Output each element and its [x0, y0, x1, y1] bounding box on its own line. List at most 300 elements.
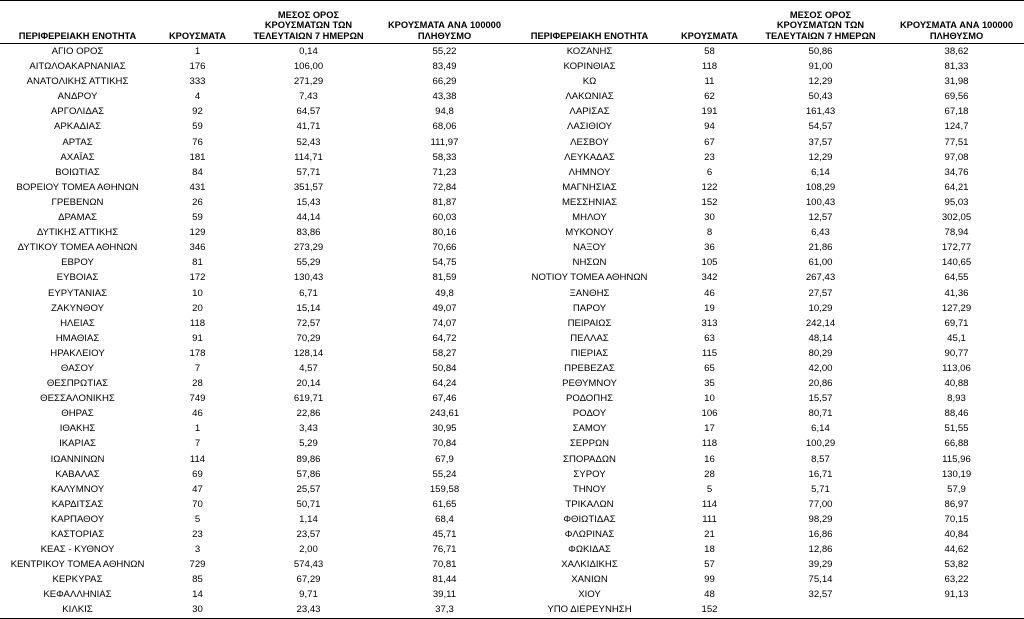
cell-per100k-left: 50,84	[432, 362, 457, 374]
cell-region-right: ΥΠΟ ΔΙΕΡΕΥΝΗΣΗ	[512, 602, 667, 618]
cell-per100k-left: 68,06	[432, 121, 457, 133]
cell-region-right: ΜΑΓΝΗΣΙΑΣ	[562, 181, 617, 193]
cell-region-left: ΑΡΚΑΔΙΑΣ	[54, 121, 101, 133]
header-avg7-left-line2: ΚΡΟΥΣΜΑΤΩΝ ΤΩΝ	[264, 20, 353, 31]
cell-avg7-right: 12,57	[808, 212, 833, 224]
cell-avg7-left: 5,29	[299, 438, 318, 450]
cell-cases-left: 172	[189, 272, 206, 284]
cell-cases-right: 10	[704, 393, 715, 405]
cell-cases-right: 106	[701, 408, 718, 420]
cell-region-left: ΚΕΝΤΡΙΚΟΥ ΤΟΜΕΑ ΑΘΗΝΩΝ	[10, 559, 145, 571]
cell-avg7-right: 6,14	[811, 423, 830, 435]
cell-avg7-right: 48,14	[808, 332, 833, 344]
cell-cases-right: 36	[704, 242, 715, 254]
cell-cases-left: 91	[192, 332, 203, 344]
cell-avg7-right: 32,57	[808, 589, 833, 601]
cell-region-left: ΒΟΙΩΤΙΑΣ	[55, 166, 100, 178]
cell-per100k-right: 40,84	[944, 529, 969, 540]
cell-per100k-left: 58,33	[432, 151, 457, 163]
cell-per100k-right: 302,05	[941, 212, 972, 224]
cell-per100k-right: 66,88	[944, 438, 969, 450]
header-per100k-left: ΚΡΟΥΣΜΑΤΑ ΑΝΑ 100000 ΠΛΗΘΥΣΜΟ	[377, 1, 512, 44]
cell-avg7-right: 39,29	[808, 559, 833, 571]
cell-per100k-right: 90,77	[944, 347, 969, 359]
cell-region-right: ΠΕΛΛΑΣ	[570, 332, 609, 344]
cell-cases-right: 62	[704, 91, 715, 103]
cell-region-left: ΖΑΚΥΝΘΟΥ	[51, 302, 104, 314]
cell-per100k-left: 159,58	[429, 483, 460, 495]
cell-region-right: ΠΕΙΡΑΙΩΣ	[567, 317, 612, 329]
cell-region-left: ΕΥΡΥΤΑΝΙΑΣ	[47, 287, 108, 299]
cell-avg7-left: 2,00	[299, 544, 318, 556]
cell-per100k-right: 64,21	[944, 181, 969, 193]
cell-per100k-right: 34,76	[944, 166, 969, 178]
cell-per100k-right: 115,96	[942, 453, 971, 465]
header-avg7-left	[240, 1, 377, 44]
cell-region-left: ΘΕΣΣΑΛΟΝΙΚΗΣ	[40, 393, 115, 405]
cell-avg7-left: 22,86	[296, 408, 321, 420]
cell-per100k-right: 40,88	[944, 378, 969, 390]
table-row	[0, 44, 1024, 60]
header-per100k-right: ΚΡΟΥΣΜΑΤΑ ΑΝΑ 100000 ΠΛΗΘΥΣΜΟ	[889, 1, 1024, 44]
cell-cases-right: 122	[701, 181, 718, 193]
cell-region-right: ΛΑΣΙΘΙΟΥ	[566, 121, 613, 133]
cell-avg7-left: 273,29	[293, 242, 324, 254]
cell-per100k-left: 45,71	[432, 529, 457, 540]
cell-cases-left: 178	[189, 347, 206, 359]
cell-per100k-left: 111,97	[430, 136, 459, 148]
table-row	[0, 406, 1024, 421]
cell-cases-right: 63	[704, 332, 715, 344]
table-row	[0, 482, 1024, 497]
cell-region-left: ΚΑΡΔΙΤΣΑΣ	[51, 498, 104, 510]
cell-region-right: ΜΗΛΟΥ	[572, 212, 607, 224]
cell-region-left: ΚΑΛΥΜΝΟΥ	[50, 483, 105, 495]
cell-region-right: ΣΠΟΡΑΔΩΝ	[563, 453, 616, 465]
cell-region-left: ΚΑΒΑΛΑΣ	[55, 468, 100, 480]
header-region-right: ΠΕΡΙΦΕΡΕΙΑΚΗ ΕΝΟΤΗΤΑ	[512, 1, 667, 44]
cell-avg7-left: 3,43	[299, 423, 318, 435]
cell-cases-right: 48	[704, 589, 715, 601]
cell-per100k-left: 30,95	[432, 423, 457, 435]
cell-region-left: ΚΑΡΠΑΘΟΥ	[50, 513, 105, 525]
cell-region-right: ΦΩΚΙΔΑΣ	[568, 544, 611, 556]
cell-region-right: ΣΕΡΡΩΝ	[569, 438, 610, 450]
table-row	[0, 74, 1024, 89]
cell-per100k-left: 81,59	[432, 272, 457, 284]
cell-region-right: ΜΕΣΣΗΝΙΑΣ	[561, 196, 618, 208]
cell-region-right: ΧΑΝΙΩΝ	[571, 574, 608, 586]
cell-region-left: ΔΡΑΜΑΣ	[58, 212, 97, 224]
cell-region-right: ΛΗΜΝΟΥ	[568, 166, 611, 178]
cell-cases-right: 342	[701, 272, 718, 284]
table-row	[0, 587, 1024, 602]
cell-per100k-left: 49,8	[435, 287, 454, 299]
cell-cases-left: 729	[189, 559, 206, 571]
cell-cases-right: 58	[704, 46, 715, 57]
cell-avg7-left: 70,29	[296, 332, 321, 344]
cell-cases-left: 1	[194, 423, 201, 435]
cell-avg7-right: 50,86	[808, 46, 833, 57]
cell-avg7-right: 12,86	[808, 544, 833, 556]
cell-per100k-right: 31,98	[944, 76, 969, 88]
cell-avg7-right: 50,43	[808, 91, 833, 103]
cell-cases-left: 7	[194, 362, 201, 374]
cell-avg7-right: 108,29	[805, 181, 836, 193]
cell-region-left: ΑΝΑΤΟΛΙΚΗΣ ΑΤΤΙΚΗΣ	[26, 76, 129, 88]
table-row	[0, 180, 1024, 195]
cell-avg7-left: 0,14	[299, 46, 318, 57]
cell-region-left: ΚΕΡΚΥΡΑΣ	[52, 574, 103, 586]
cell-region-left: ΑΡΤΑΣ	[62, 136, 93, 148]
cell-avg7-left: 72,57	[296, 317, 321, 329]
cell-per100k-left: 80,16	[432, 227, 457, 239]
cell-region-right: ΡΕΘΥΜΝΟΥ	[562, 378, 617, 390]
cell-avg7-right: 242,14	[805, 317, 836, 329]
cell-per100k-left: 55,22	[432, 46, 457, 57]
cell-region-left: ΗΛΕΙΑΣ	[60, 317, 95, 329]
cell-avg7-right: 15,57	[808, 393, 833, 405]
cell-region-right: ΝΗΣΩΝ	[572, 257, 607, 269]
cell-avg7-left: 44,14	[296, 212, 321, 224]
cell-avg7-left: 67,29	[296, 574, 321, 586]
cell-region-left: ΒΟΡΕΙΟΥ ΤΟΜΕΑ ΑΘΗΝΩΝ	[16, 181, 139, 193]
cell-region-left: ΙΚΑΡΙΑΣ	[59, 438, 96, 450]
cell-cases-left: 10	[192, 287, 203, 299]
cell-avg7-left: 351,57	[293, 181, 324, 193]
cell-region-left: ΑΙΤΩΛΟΑΚΑΡΝΑΝΙΑΣ	[29, 61, 126, 73]
cell-per100k-right: 113,06	[942, 362, 971, 374]
cell-region-left: ΗΡΑΚΛΕΙΟΥ	[50, 347, 105, 359]
cell-avg7-left: 15,43	[296, 196, 321, 208]
cell-per100k-left: 49,07	[432, 302, 457, 314]
cell-per100k-left: 64,72	[432, 332, 457, 344]
cell-avg7-right: 100,43	[805, 196, 836, 208]
cell-per100k-left: 83,49	[432, 61, 457, 73]
cell-avg7-right: 20,86	[808, 378, 833, 390]
cell-per100k-right: 78,94	[944, 227, 969, 239]
cell-avg7-right: 16,86	[808, 529, 833, 540]
cell-cases-right: 67	[704, 136, 715, 148]
cell-region-right: ΦΘΙΩΤΙΔΑΣ	[563, 513, 616, 525]
cell-region-left: ΚΑΣΤΟΡΙΑΣ	[50, 529, 105, 540]
header-cases-left: ΚΡΟΥΣΜΑΤΑ	[155, 1, 240, 44]
table-row	[0, 270, 1024, 285]
table-row	[0, 240, 1024, 255]
cell-region-right: ΛΕΣΒΟΥ	[570, 136, 609, 148]
cell-avg7-right: 54,57	[808, 121, 833, 133]
cell-per100k-left: 55,24	[432, 468, 457, 480]
cell-region-left: ΕΥΒΟΙΑΣ	[56, 272, 99, 284]
cell-cases-left: 76	[192, 136, 203, 148]
cell-avg7-right: 100,29	[805, 438, 836, 450]
cell-region-right: ΡΟΔΟΥ	[572, 408, 607, 420]
cell-cases-left: 85	[192, 574, 203, 586]
cell-per100k-right: 77,51	[944, 136, 969, 148]
cell-region-right: ΝΑΞΟΥ	[572, 242, 607, 254]
cell-cases-right: 313	[701, 317, 718, 329]
table-row	[0, 255, 1024, 270]
cell-region-right: ΠΡΕΒΕΖΑΣ	[564, 362, 615, 374]
table-row	[0, 361, 1024, 376]
cell-per100k-right: 64,55	[944, 272, 969, 284]
cell-cases-right: 105	[701, 257, 718, 269]
cell-cases-right: 21	[704, 529, 715, 540]
cell-avg7-left: 64,57	[296, 106, 321, 118]
cell-region-left: ΙΘΑΚΗΣ	[59, 423, 96, 435]
cell-avg7-right: 37,57	[808, 136, 833, 148]
header-cases-right: ΚΡΟΥΣΜΑΤΑ	[667, 1, 752, 44]
cell-cases-left: 28	[192, 378, 203, 390]
cell-region-right: ΧΑΛΚΙΔΙΚΗΣ	[561, 559, 618, 571]
cell-per100k-left: 67,46	[432, 393, 457, 405]
cell-cases-right: 152	[667, 602, 752, 618]
cell-cases-right: 152	[701, 196, 718, 208]
cell-cases-left: 3	[194, 544, 201, 556]
cell-cases-left: 69	[192, 468, 203, 480]
cell-cases-left: 1	[194, 46, 201, 57]
cell-avg7-left: 128,14	[293, 347, 324, 359]
cell-cases-right: 46	[704, 287, 715, 299]
cell-per100k-left: 54,75	[432, 257, 457, 269]
cell-avg7-right: 42,00	[808, 362, 833, 374]
cell-region-left: ΕΒΡΟΥ	[61, 257, 94, 269]
cell-avg7-right	[752, 602, 889, 618]
cell-avg7-left: 9,71	[299, 589, 318, 601]
cell-avg7-left: 23,57	[296, 529, 321, 540]
cell-avg7-left: 114,71	[294, 151, 323, 163]
table-row	[0, 421, 1024, 436]
cell-region-left: ΙΩΑΝΝΙΝΩΝ	[50, 453, 105, 465]
cell-cases-left: 84	[192, 166, 203, 178]
cell-avg7-left: 15,14	[296, 302, 321, 314]
cell-per100k-right: 81,33	[944, 61, 969, 73]
table-row	[0, 436, 1024, 451]
cell-avg7-right: 5,71	[811, 483, 830, 495]
cell-cases-left: 30	[155, 602, 240, 618]
table-row	[0, 301, 1024, 316]
cell-per100k-right: 41,36	[944, 287, 969, 299]
cell-per100k-left: 70,66	[432, 242, 457, 254]
cell-per100k-right: 69,71	[944, 317, 969, 329]
cell-cases-right: 99	[704, 574, 715, 586]
cell-cases-right: 191	[701, 106, 718, 118]
cell-region-right: ΠΙΕΡΙΑΣ	[570, 347, 609, 359]
cell-per100k-right: 124,7	[944, 121, 969, 133]
cell-region-left: ΗΜΑΘΙΑΣ	[55, 332, 100, 344]
cell-avg7-left: 89,86	[296, 453, 321, 465]
cell-avg7-left: 7,43	[299, 91, 318, 103]
header-avg7-right-line1: ΜΕΣΟΣ ΟΡΟΣ	[789, 9, 852, 20]
cell-region-right: ΤΡΙΚΑΛΩΝ	[565, 498, 614, 510]
cell-per100k-left: 39,11	[432, 589, 457, 601]
cell-avg7-left: 271,29	[293, 76, 324, 88]
cell-cases-left: 5	[194, 513, 201, 525]
cell-cases-left: 4	[194, 91, 201, 103]
cell-avg7-right: 75,14	[808, 574, 833, 586]
cell-avg7-left: 1,14	[299, 513, 318, 525]
cell-avg7-left: 6,71	[299, 287, 318, 299]
cell-region-right: ΚΟΡΙΝΘΙΑΣ	[563, 61, 616, 73]
cell-cases-left: 749	[189, 393, 206, 405]
cell-per100k-right: 130,19	[941, 468, 972, 480]
cell-avg7-right: 16,71	[808, 468, 833, 480]
cell-per100k-right: 53,82	[944, 559, 969, 571]
cell-per100k-left: 37,3	[377, 602, 512, 618]
cell-per100k-right: 45,1	[947, 332, 966, 344]
cell-region-left: ΔΥΤΙΚΗΣ ΑΤΤΙΚΗΣ	[36, 227, 119, 239]
cell-cases-left: 81	[192, 257, 203, 269]
cell-avg7-right: 98,29	[808, 513, 833, 525]
cell-region-left: ΘΑΣΟΥ	[60, 362, 95, 374]
cell-cases-left: 59	[192, 212, 203, 224]
cell-per100k-left: 71,23	[432, 166, 457, 178]
cell-cases-left: 47	[192, 483, 203, 495]
cell-cases-left: 20	[192, 302, 203, 314]
cell-avg7-right: 91,00	[808, 61, 833, 73]
cell-avg7-right: 12,29	[808, 151, 833, 163]
cell-region-right: ΦΛΩΡΙΝΑΣ	[564, 529, 615, 540]
header-avg7-left-line3: ΤΕΛΕΥΤΑΙΩΝ 7 ΗΜΕΡΩΝ	[253, 30, 364, 41]
cell-avg7-right: 61,00	[808, 257, 833, 269]
cell-per100k-left: 76,71	[432, 544, 457, 556]
cell-avg7-left: 25,57	[296, 483, 321, 495]
table-row	[0, 150, 1024, 165]
cell-cases-left: 7	[194, 438, 201, 450]
table-row	[0, 557, 1024, 572]
header-avg7-right-line3: ΤΕΛΕΥΤΑΙΩΝ 7 ΗΜΕΡΩΝ	[765, 30, 876, 41]
cell-per100k-right: 38,62	[944, 46, 969, 57]
cell-per100k-right: 8,93	[947, 393, 966, 405]
cell-cases-right: 17	[704, 423, 715, 435]
cell-per100k-left: 81,87	[432, 196, 457, 208]
cell-avg7-left: 83,86	[296, 227, 321, 239]
cell-region-left: ΚΕΦΑΛΛΗΝΙΑΣ	[43, 589, 112, 601]
cell-region-left: ΓΡΕΒΕΝΩΝ	[51, 196, 104, 208]
cell-region-right: ΜΥΚΟΝΟΥ	[565, 227, 614, 239]
cell-avg7-right: 6,43	[811, 227, 830, 239]
cell-per100k-left: 72,84	[432, 181, 457, 193]
cell-cases-left: 176	[189, 61, 206, 73]
cell-cases-left: 92	[192, 106, 203, 118]
cell-per100k-right: 51,55	[944, 423, 969, 435]
cell-cases-right: 16	[704, 453, 715, 465]
cell-region-right: ΛΑΡΙΣΑΣ	[569, 106, 610, 118]
cell-per100k-left: 68,4	[435, 513, 454, 525]
cell-cases-right: 18	[704, 544, 715, 556]
cell-avg7-left: 106,00	[293, 61, 324, 73]
cell-region-right: ΛΕΥΚΑΔΑΣ	[564, 151, 615, 163]
header-avg7-right-line2: ΚΡΟΥΣΜΑΤΩΝ ΤΩΝ	[776, 20, 865, 31]
cell-per100k-left: 43,38	[432, 91, 457, 103]
table-row	[0, 59, 1024, 74]
header-avg7-right	[752, 1, 889, 44]
cell-avg7-left: 55,29	[296, 257, 321, 269]
cell-cases-right: 23	[704, 151, 715, 163]
table-row	[0, 391, 1024, 406]
cell-region-right: ΚΩ	[582, 76, 597, 88]
cell-avg7-right: 80,71	[808, 408, 833, 420]
cell-cases-right: 8	[706, 227, 713, 239]
cell-avg7-right: 12,29	[808, 76, 833, 88]
cell-per100k-right: 91,13	[944, 589, 969, 601]
table-row	[0, 225, 1024, 240]
cell-cases-left: 23	[192, 529, 203, 540]
table-row	[0, 376, 1024, 391]
cell-cases-left: 26	[192, 196, 203, 208]
cell-region-left: ΑΓΙΟ ΟΡΟΣ	[51, 46, 104, 57]
table-row	[0, 316, 1024, 331]
cell-per100k-right: 127,29	[941, 302, 972, 314]
cell-cases-left: 59	[192, 121, 203, 133]
cell-region-right: ΤΗΝΟΥ	[572, 483, 607, 495]
cell-region-right: ΛΑΚΩΝΙΑΣ	[565, 91, 614, 103]
cell-avg7-left: 619,71	[293, 393, 324, 405]
cell-cases-left: 70	[192, 498, 203, 510]
cell-region-left: ΚΕΑΣ - ΚΥΘΝΟΥ	[40, 544, 115, 556]
cell-avg7-left: 4,57	[299, 362, 318, 374]
cell-cases-right: 94	[704, 121, 715, 133]
cell-per100k-right: 57,9	[947, 483, 966, 495]
table-row	[0, 195, 1024, 210]
cell-cases-left: 181	[189, 151, 206, 163]
cell-avg7-left: 23,43	[240, 602, 377, 618]
cell-cases-right: 28	[704, 468, 715, 480]
cell-avg7-right: 161,43	[805, 106, 836, 118]
cell-cases-right: 114	[701, 498, 718, 510]
cell-avg7-right: 10,29	[808, 302, 833, 314]
cell-per100k-right: 44,62	[944, 544, 969, 556]
table-header	[0, 1, 1024, 44]
table-row	[0, 119, 1024, 134]
table-row	[0, 452, 1024, 467]
cell-per100k-left: 66,29	[432, 76, 457, 88]
cell-avg7-right: 21,86	[808, 242, 833, 254]
cell-per100k-right: 97,08	[944, 151, 969, 163]
cell-avg7-left: 57,86	[296, 468, 321, 480]
cell-region-right: ΡΟΔΟΠΗΣ	[565, 393, 614, 405]
cell-per100k-left: 58,27	[432, 347, 457, 359]
cell-per100k-right: 67,18	[944, 106, 969, 118]
table-row	[0, 542, 1024, 557]
cell-region-left: ΚΙΛΚΙΣ	[0, 602, 155, 618]
cell-per100k-right: 86,97	[944, 498, 969, 510]
cell-cases-right: 65	[704, 362, 715, 374]
cell-region-left: ΑΝΔΡΟΥ	[57, 91, 98, 103]
cell-region-left: ΘΗΡΑΣ	[61, 408, 94, 420]
cell-cases-right: 35	[704, 378, 715, 390]
cell-avg7-right: 8,57	[811, 453, 830, 465]
cell-avg7-left: 20,14	[296, 378, 321, 390]
table-row	[0, 286, 1024, 301]
table-body	[0, 44, 1024, 619]
cell-per100k-left: 243,61	[429, 408, 460, 420]
cell-avg7-left: 52,43	[296, 136, 321, 148]
cell-avg7-left: 574,43	[293, 559, 324, 571]
cell-per100k-left: 81,44	[432, 574, 457, 586]
cell-region-left: ΘΕΣΠΡΩΤΙΑΣ	[46, 378, 109, 390]
table-row	[0, 512, 1024, 527]
cell-avg7-right: 80,29	[808, 347, 833, 359]
cell-per100k-right: 69,56	[944, 91, 969, 103]
cell-avg7-right: 267,43	[805, 272, 836, 284]
table-row	[0, 331, 1024, 346]
cell-region-right: ΧΙΟΥ	[578, 589, 601, 601]
cell-avg7-right: 27,57	[808, 287, 833, 299]
cell-cases-right: 111	[702, 513, 717, 525]
header-avg7-left-line1: ΜΕΣΟΣ ΟΡΟΣ	[277, 9, 340, 20]
cell-cases-right: 115	[701, 347, 718, 359]
